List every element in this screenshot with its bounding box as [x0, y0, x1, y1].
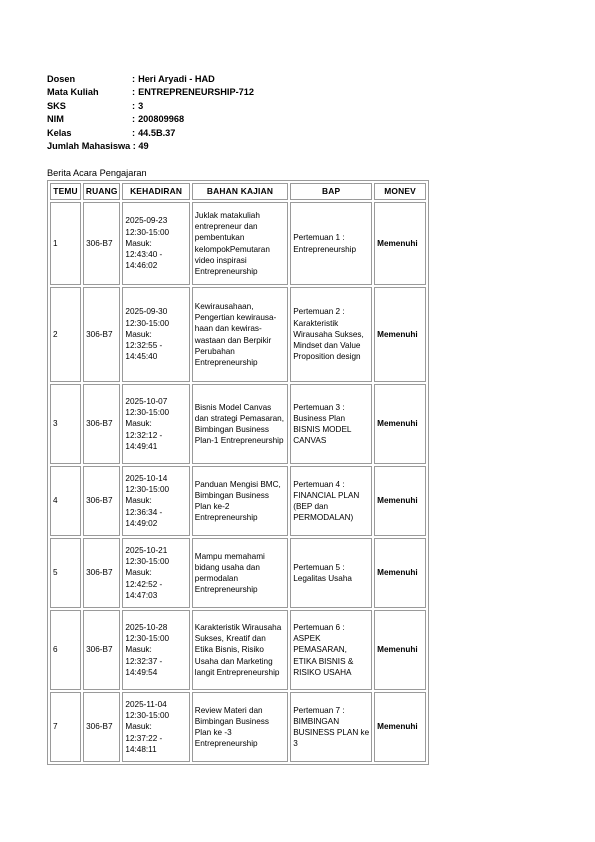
kehadiran-attendance-time: 12:37:22 - 14:48:11 [125, 733, 163, 754]
kehadiran-attendance-time: 12:32:55 - 14:45:40 [125, 341, 163, 362]
info-row-jumlah-mahasiswa [47, 140, 254, 153]
cell-monev: Memenuhi [374, 384, 426, 464]
cell-ruang: 306-B7 [83, 692, 120, 762]
kehadiran-attendance-time: 12:32:12 - 14:49:41 [125, 430, 163, 451]
info-value: 3 [138, 100, 144, 111]
cell-ruang: 306-B7 [83, 287, 120, 382]
kehadiran-schedule: 12:30-15:00 [125, 318, 170, 328]
cell-bap: Pertemuan 4 : FINANCIAL PLAN (BEP dan PERMODALAN) [290, 466, 372, 536]
table-header-row [50, 183, 426, 200]
kehadiran-masuk-label: Masuk: [125, 419, 152, 429]
jumlah-value: 49 [138, 141, 149, 152]
table-row [50, 287, 426, 382]
column-header-ruang: RUANG [83, 183, 120, 200]
table-row [50, 538, 426, 608]
cell-bahan-kajian: Juklak matakuliah entrepreneur dan pembentukan kelompokPemutaran video inspirasi Entrepreneurship [192, 202, 288, 285]
cell-temu: 7 [50, 692, 81, 762]
table-row [50, 610, 426, 690]
info-value: 44.5B.37 [138, 127, 176, 138]
column-header-bahan-kajian: BAHAN KAJIAN [192, 183, 288, 200]
cell-temu: 5 [50, 538, 81, 608]
info-separator: : [132, 100, 136, 111]
info-key: Mata Kuliah [47, 87, 99, 98]
info-separator: : [132, 87, 136, 98]
cell-bap: Pertemuan 7 : BIMBINGAN BUSINESS PLAN ke 3 [290, 692, 372, 762]
cell-bahan-kajian: Review Materi dan Bimbingan Business Plan ke -3 Entrepreneurship [192, 692, 288, 762]
info-separator: : [132, 114, 136, 125]
cell-bahan-kajian: Karakteristik Wirausaha Sukses, Kreatif dan Etika Bisnis, Risiko Usaha dan Marketing langit Entrepreneurship [192, 610, 288, 690]
kehadiran-attendance-time: 12:36:34 - 14:49:02 [125, 507, 163, 528]
cell-monev: Memenuhi [374, 610, 426, 690]
column-header-bap: BAP [290, 183, 372, 200]
kehadiran-schedule: 12:30-15:00 [125, 634, 170, 644]
cell-kehadiran [122, 287, 189, 382]
cell-ruang: 306-B7 [83, 610, 120, 690]
cell-kehadiran [122, 466, 189, 536]
cell-ruang: 306-B7 [83, 202, 120, 285]
kehadiran-masuk-label: Masuk: [125, 568, 152, 578]
info-key: Kelas [47, 127, 72, 138]
kehadiran-attendance-time: 12:42:52 - 14:47:03 [125, 579, 163, 600]
column-header-kehadiran: KEHADIRAN [122, 183, 189, 200]
kehadiran-date: 2025-10-28 [125, 622, 168, 632]
cell-temu: 3 [50, 384, 81, 464]
teaching-record-table [47, 180, 429, 765]
info-value: Heri Aryadi - HAD [138, 74, 215, 84]
info-row-sks [47, 100, 254, 113]
kehadiran-schedule: 12:30-15:00 [125, 711, 170, 721]
kehadiran-date: 2025-10-07 [125, 396, 168, 406]
cell-kehadiran [122, 202, 189, 285]
table-row [50, 202, 426, 285]
cell-kehadiran [122, 384, 189, 464]
kehadiran-date: 2025-10-21 [125, 545, 168, 555]
kehadiran-attendance-time: 12:43:40 - 14:46:02 [125, 250, 163, 271]
kehadiran-masuk-label: Masuk: [125, 645, 152, 655]
kehadiran-masuk-label: Masuk: [125, 329, 152, 339]
info-row-kelas [47, 127, 254, 140]
cell-bahan-kajian: Mampu memahami bidang usaha dan permodalan Entrepreneurship [192, 538, 288, 608]
info-value: ENTREPRENEURSHIP-712 [138, 87, 254, 98]
cell-ruang: 306-B7 [83, 538, 120, 608]
info-key: Dosen [47, 74, 76, 84]
jumlah-label: Jumlah Mahasiswa : [47, 141, 136, 152]
cell-kehadiran [122, 692, 189, 762]
cell-bap: Pertemuan 2 : Karakteristik Wirausaha Sukses, Mindset dan Value Proposition design [290, 287, 372, 382]
kehadiran-masuk-label: Masuk: [125, 238, 152, 248]
kehadiran-date: 2025-11-04 [125, 699, 167, 709]
info-key: SKS [47, 100, 66, 111]
column-header-temu: TEMU [50, 183, 81, 200]
cell-bahan-kajian: Panduan Mengisi BMC, Bimbingan Business Plan ke-2 Entrepreneurship [192, 466, 288, 536]
cell-bap: Pertemuan 3 : Business Plan BISNIS MODEL CANVAS [290, 384, 372, 464]
cell-bap: Pertemuan 6 : ASPEK PEMASARAN, ETIKA BISNIS & RISIKO USAHA [290, 610, 372, 690]
info-value: 200809968 [138, 114, 185, 125]
cell-temu: 4 [50, 466, 81, 536]
cell-bahan-kajian: Kewirausahaan, Pengertian kewirausa-haan dan kewiras-wastaan dan Berpikir Perubahan Entrepreneurship [192, 287, 288, 382]
cell-monev: Memenuhi [374, 287, 426, 382]
kehadiran-masuk-label: Masuk: [125, 496, 152, 506]
table-row [50, 384, 426, 464]
info-row-dosen [47, 73, 254, 86]
cell-kehadiran [122, 610, 189, 690]
kehadiran-schedule: 12:30-15:00 [125, 227, 170, 237]
column-header-monev: MONEV [374, 183, 426, 200]
cell-monev: Memenuhi [374, 692, 426, 762]
info-key: NIM [47, 114, 64, 125]
cell-bap: Pertemuan 5 : Legalitas Usaha [290, 538, 372, 608]
cell-monev: Memenuhi [374, 538, 426, 608]
info-row-nim [47, 113, 254, 126]
kehadiran-masuk-label: Masuk: [125, 722, 152, 732]
lecture-info [47, 73, 254, 153]
kehadiran-schedule: 12:30-15:00 [125, 485, 170, 495]
cell-temu: 2 [50, 287, 81, 382]
table-caption: Berita Acara Pengajaran [47, 168, 147, 178]
cell-temu: 6 [50, 610, 81, 690]
cell-bap: Pertemuan 1 : Entrepreneurship [290, 202, 372, 285]
table-body [50, 202, 426, 762]
cell-bahan-kajian: Bisnis Model Canvas dan strategi Pemasaran, Bimbingan Business Plan-1 Entrepreneurship [192, 384, 288, 464]
info-separator: : [132, 74, 136, 84]
cell-ruang: 306-B7 [83, 384, 120, 464]
cell-ruang: 306-B7 [83, 466, 120, 536]
cell-kehadiran [122, 538, 189, 608]
kehadiran-attendance-time: 12:32:37 - 14:49:54 [125, 656, 163, 677]
cell-monev: Memenuhi [374, 466, 426, 536]
kehadiran-date: 2025-09-30 [125, 307, 168, 317]
kehadiran-date: 2025-10-14 [125, 473, 168, 483]
cell-monev: Memenuhi [374, 202, 426, 285]
info-separator: : [132, 127, 136, 138]
kehadiran-schedule: 12:30-15:00 [125, 557, 170, 567]
kehadiran-date: 2025-09-23 [125, 216, 168, 226]
table-row [50, 692, 426, 762]
kehadiran-schedule: 12:30-15:00 [125, 408, 170, 418]
table-row [50, 466, 426, 536]
info-row-mata-kuliah [47, 86, 254, 99]
cell-temu: 1 [50, 202, 81, 285]
